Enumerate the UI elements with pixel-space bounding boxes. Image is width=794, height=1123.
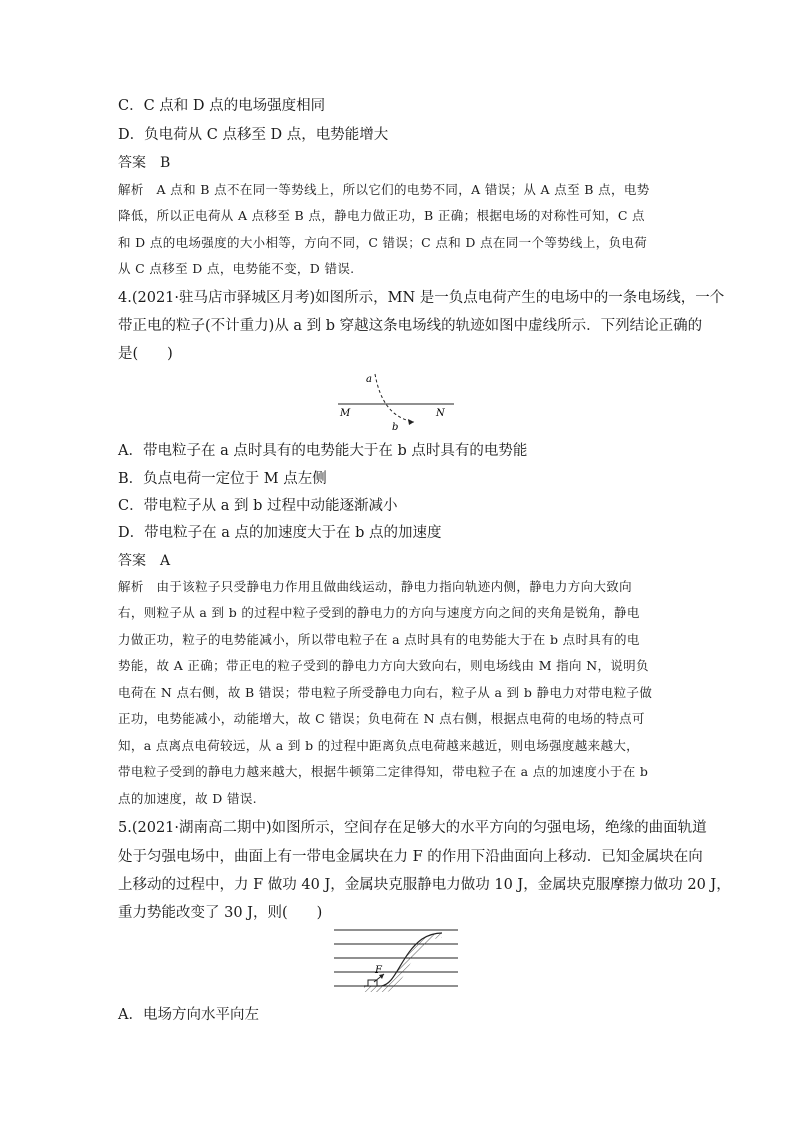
q4-stem-line-3: 是( ) [118,346,173,362]
q4-option-b: B．负点电荷一定位于 M 点左侧 [118,471,327,487]
q4-option-d: D．带电粒子在 a 点的加速度大于在 b 点的加速度 [118,525,442,541]
q4-explanation-line-3: 力做正功，粒子的电势能减小，所以带电粒子在 a 点时具有的电势能大于在 b 点时具有的电 [118,632,640,647]
curved-track-surface [364,933,442,986]
label-f: F [375,965,382,976]
q3-explanation-line-1: 解析 A 点和 B 点不在同一等势线上，所以它们的电势不同，A 错误；从 A 点至 B 点，电势 [118,182,650,197]
q4-option-a: A．带电粒子在 a 点时具有的电势能大于在 b 点时具有的电势能 [118,443,528,459]
q4-answer: 答案 A [118,553,171,569]
label-n: N [436,408,445,419]
particle-trajectory [375,374,414,422]
q4-explanation-line-5: 电荷在 N 点右侧，故 B 错误；带电粒子所受静电力向右，粒子从 a 到 b 静电力对带电粒子做 [118,685,653,700]
q4-stem-line-1: 4.(2021·驻马店市驿城区月考)如图所示，MN 是一负点电荷产生的电场中的一条电场线，一个 [118,290,725,306]
q5-stem-line-1: 5.(2021·湖南高二期中)如图所示，空间存在足够大的水平方向的匀强电场，绝缘的曲面轨道 [118,820,707,836]
q4-option-c: C．带电粒子从 a 到 b 过程中动能逐渐减小 [118,498,398,514]
q3-explanation-line-3: 和 D 点的电场强度的大小相等，方向不同，C 错误；C 点和 D 点在同一个等势线上，负电荷 [118,235,648,250]
q5-stem-line-3: 上移动的过程中，力 F 做功 40 J，金属块克服静电力做功 10 J，金属块克服摩擦力做功 20 J， [118,877,731,893]
q4-explanation-line-8: 带电粒子受到的静电力越来越大，根据牛顿第二定律得知，带电粒子在 a 点的加速度小于在 b [118,764,649,779]
label-m: M [340,408,351,419]
q5-option-a: A．电场方向水平向左 [118,1007,259,1023]
q3-option-c: C．C 点和 D 点的电场强度相同 [118,98,326,114]
q5-stem-line-4: 重力势能改变了 30 J，则( ) [118,905,323,921]
q4-explanation-line-1: 解析 由于该粒子只受静电力作用且做曲线运动，静电力指向轨迹内侧，静电力方向大致向 [118,579,633,594]
q3-explanation-line-4: 从 C 点移至 D 点，电势能不变，D 错误. [118,261,355,276]
label-b: b [392,422,399,433]
q5-curved-track-figure [330,925,465,997]
q3-option-d: D．负电荷从 C 点移至 D 点，电势能增大 [118,127,389,143]
q4-field-line-figure [330,362,470,434]
q4-explanation-line-7: 知，a 点离点电荷较远，从 a 到 b 的过程中距离负点电荷越来越近，则电场强度越来越大， [118,738,640,753]
q4-explanation-line-9: 点的加速度，故 D 错误. [118,791,257,806]
q3-explanation-line-2: 降低，所以正电荷从 A 点移至 B 点，静电力做正功，B 正确；根据电场的对称性可知，C 点 [118,208,645,223]
q4-explanation-line-2: 右，则粒子从 a 到 b 的过程中粒子受到的静电力的方向与速度方向之间的夹角是锐角，静电 [118,605,640,620]
q4-explanation-line-4: 势能，故 A 正确；带正电的粒子受到的静电力方向大致向右，则电场线由 M 指向 N，说明负 [118,658,649,673]
q5-stem-line-2: 处于匀强电场中，曲面上有一带电金属块在力 F 的作用下沿曲面向上移动．已知金属块在向 [118,849,703,865]
trajectory-arrow-icon [408,419,414,425]
q4-explanation-line-6: 正功，电势能减小，动能增大，故 C 错误；负电荷在 N 点右侧，根据点电荷的电场的特点可 [118,711,645,726]
label-a: a [366,374,372,385]
q3-answer: 答案 B [118,155,171,171]
q4-stem-line-2: 带正电的粒子(不计重力)从 a 到 b 穿越这条电场线的轨迹如图中虚线所示．下列结论正确的 [118,318,703,334]
